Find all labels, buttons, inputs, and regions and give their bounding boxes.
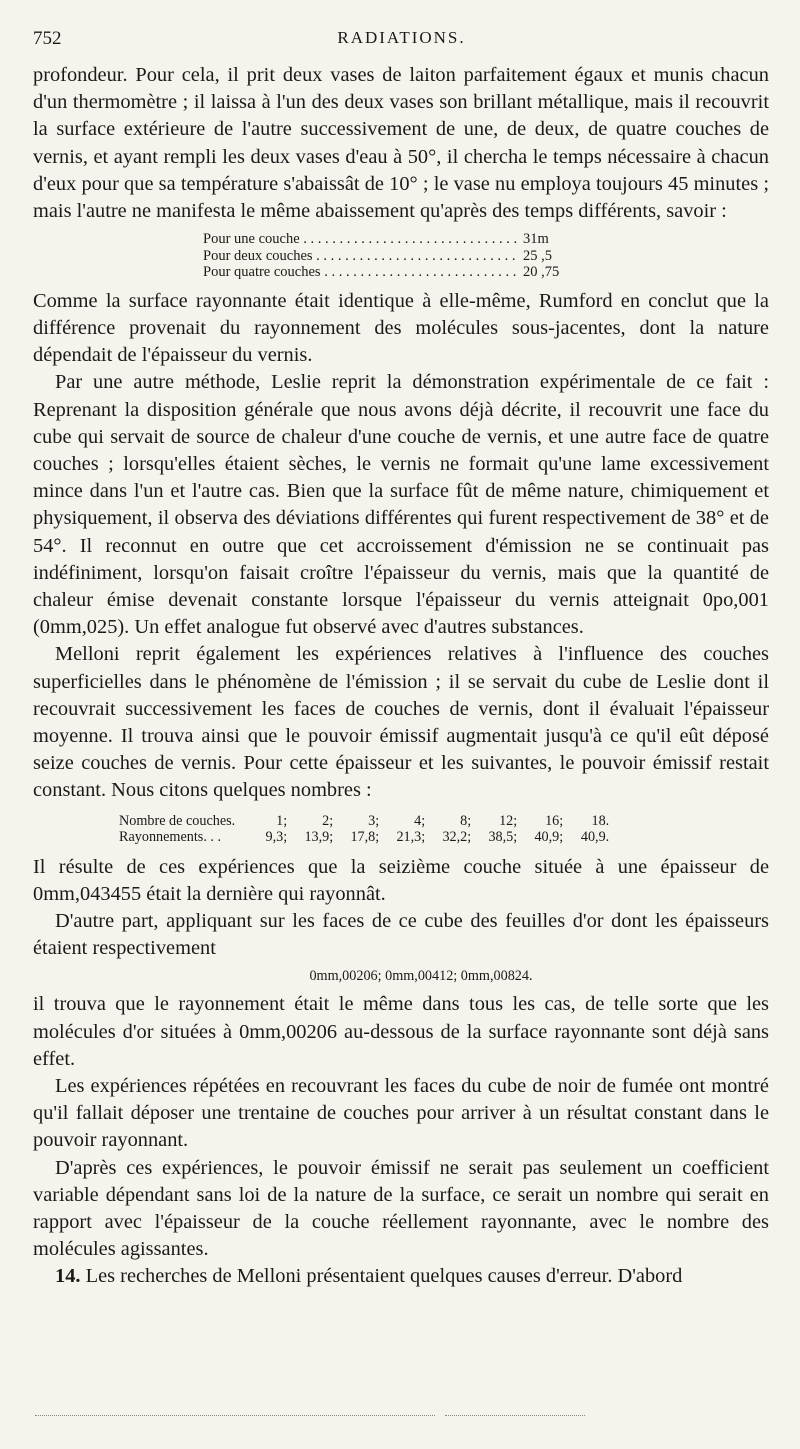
section-number: 14. xyxy=(55,1265,81,1288)
paragraph-10-text: Les recherches de Melloni présentaient quelques causes d'erreur. D'abord xyxy=(85,1265,683,1288)
table-cell: 3; xyxy=(368,812,380,829)
paragraph-8: Les expériences répétées en recouvrant les faces du cube de noir de fumée ont montré qu'il fallait déposer une trentaine de couches pour arriver à un résultat constant dans le pouvoir rayonnant. xyxy=(33,1075,769,1152)
page-body xyxy=(33,62,769,1291)
row-label: Pour une couche . . . xyxy=(203,231,517,248)
table-row xyxy=(203,264,583,281)
paragraph-5: Il résulte de ces expériences que la seizième couche située à une épaisseur de 0mm,043455 était la dernière qui rayonnât. xyxy=(33,855,769,905)
row-label: Rayonnements. . . xyxy=(119,828,222,845)
page-number: 752 xyxy=(33,28,62,49)
rumford-table xyxy=(203,231,583,281)
table-cell: 38,5; xyxy=(488,828,518,845)
table-cell: 9,3; xyxy=(265,828,288,845)
melloni-table xyxy=(119,813,617,845)
table-cell: 2; xyxy=(322,812,334,829)
table-cell: 40,9; xyxy=(534,828,564,845)
table-cell: 4; xyxy=(414,812,426,829)
table-row xyxy=(119,829,617,845)
table-cell: 18. xyxy=(591,812,610,829)
table-cell: 13,9; xyxy=(304,828,334,845)
row-value: 25 ,5 xyxy=(517,248,583,265)
row-label: Pour quatre couches . . . xyxy=(203,264,517,281)
table-cell: 21,3; xyxy=(396,828,426,845)
paragraph-9: D'après ces expériences, le pouvoir émissif ne serait pas seulement un coefficient variable dépendant sans loi de la nature de la surface, ce serait un nombre qui serait en rapport avec l'épaisseur de la couche réellement rayonnante, avec le nombre des molécules agissantes. xyxy=(33,1156,769,1261)
footer-dotted-rule-right xyxy=(445,1414,585,1416)
table-cell: 1; xyxy=(276,812,288,829)
footer-dotted-rule xyxy=(35,1414,435,1416)
table-row xyxy=(119,813,617,829)
paragraph-1: profondeur. Pour cela, il prit deux vases de laiton parfaitement égaux et munis chacun d'un thermomètre ; il laissa à l'un des deux vases son brillant métallique, mais il recouvrit la surface extérieure de l'autre successivement de une, de deux, de quatre couches de vernis, et ayant rempli les deux vases d'eau à 50°, il chercha le temps nécessaire à chacun d'eux pour que sa température s'abaissât de 10° ; le vase nu employa toujours 45 minutes ; mais l'autre ne manifesta le même abaissement qu'après des temps différents, savoir : xyxy=(33,64,769,223)
row-value: 31m xyxy=(517,231,583,248)
row-label: Nombre de couches. xyxy=(119,812,236,829)
table-cell: 32,2; xyxy=(442,828,472,845)
table-cell: 16; xyxy=(545,812,564,829)
running-title: RADIATIONS. xyxy=(337,28,466,47)
paragraph-3: Par une autre méthode, Leslie reprit la démonstration expérimentale de ce fait : Reprenant la disposition générale que nous avons déjà décrite, il recouvrit une face du cube qui servait de source de chaleur d'une couche de vernis, et une autre face de quatre couches ; lorsqu'elles étaient sèches, le vernis ne formait qu'une lame excessivement mince dans l'un et l'autre cas. Bien que la surface fût de même nature, chimiquement et physiquement, il observa des déviations différentes qui furent respectivement de 38° et de 54°. Il reconnut en outre que cet accroissement d'émission ne se continuait pas indéfiniment, lorsqu'on faisait croître l'épaisseur du vernis, mais que la quantité de chaleur émise devenait constante lorsque l'épaisseur du vernis atteignait 0po,001 (0mm,025). Un effet analogue fut observé avec d'autres substances. xyxy=(33,371,769,639)
table-row xyxy=(203,231,583,248)
table-cell: 40,9. xyxy=(580,828,610,845)
paragraph-10 xyxy=(33,1263,769,1290)
row-value: 20 ,75 xyxy=(517,264,583,281)
row-label: Pour deux couches . . . xyxy=(203,248,517,265)
gold-thickness-values: 0mm,00206; 0mm,00412; 0mm,00824. xyxy=(309,968,533,985)
table-cell: 8; xyxy=(460,812,472,829)
paragraph-7: il trouva que le rayonnement était le même dans tous les cas, de telle sorte que les molécules d'or situées à 0mm,00206 au-dessous de la surface rayonnante sont déjà sans effet. xyxy=(33,993,769,1070)
page-header xyxy=(33,28,770,56)
table-row xyxy=(203,248,583,265)
table-cell: 12; xyxy=(499,812,518,829)
paragraph-4: Melloni reprit également les expériences relatives à l'influence des couches superficielles dans le phénomène de l'émission ; il se servait du cube de Leslie dont il recouvrait successivement les faces de couches de vernis, dont il évaluait l'épaisseur moyenne. Il trouva ainsi que le pouvoir émissif augmentait jusqu'à ce qu'il eût déposé seize couches de vernis. Pour cette épaisseur et les suivantes, le pouvoir émissif restait constant. Nous citons quelques nombres : xyxy=(33,643,769,802)
paragraph-2: Comme la surface rayonnante était identique à elle-même, Rumford en conclut que la différence provenait du rayonnement des molécules sous-jacentes, dont la nature dépendait de l'épaisseur du vernis. xyxy=(33,289,769,367)
paragraph-6: D'autre part, appliquant sur les faces de ce cube des feuilles d'or dont les épaisseurs étaient respectivement xyxy=(33,909,769,960)
table-cell: 17,8; xyxy=(350,828,380,845)
